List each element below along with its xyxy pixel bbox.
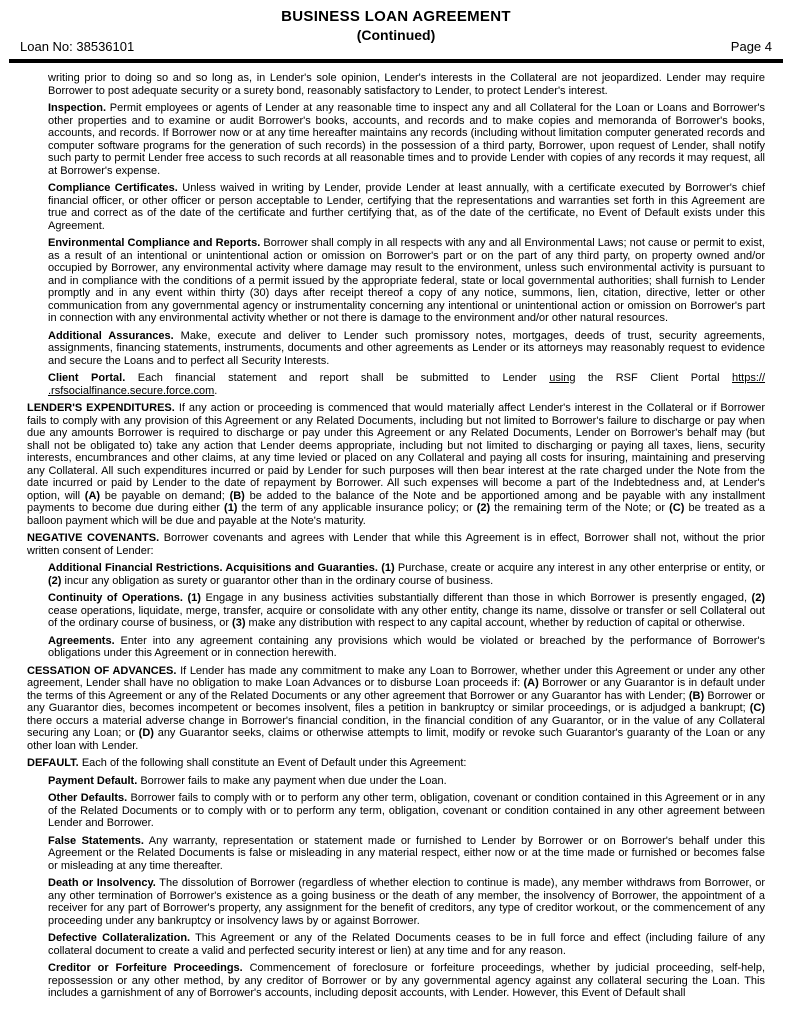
paragraph-heading: Client Portal. bbox=[48, 372, 126, 384]
bold-enumerator: (C) bbox=[749, 702, 765, 714]
paragraph-text: Enter into any agreement containing any provisions which would be violated or breached by the performance of Borrower's obligations under this Agreement or in connection herewith. bbox=[48, 634, 765, 659]
paragraph-text: be added to the balance of the Note and be apportioned among and be payable with any installment payments to become due during either bbox=[27, 489, 765, 514]
paragraph-heading: NEGATIVE COVENANTS. bbox=[27, 532, 160, 544]
bold-enumerator: (C) bbox=[669, 502, 685, 514]
paragraph-text: Commencement of foreclosure or forfeiture proceedings, whether by judicial proceeding, self-help, repossession or any other method, by any creditor of Borrower or by any governmental agency against any collateral securing the Loan. This includes a garnishment of any of Borrower's accounts, including deposit accounts, with Lender. However, this Event of Default shall bbox=[48, 962, 765, 999]
paragraph-text: Each of the following shall constitute an Event of Default under this Agreement: bbox=[81, 757, 467, 769]
paragraph-text: be treated as a balloon payment which will be due and payable at the Note's maturity. bbox=[27, 502, 765, 527]
paragraph bbox=[48, 592, 765, 630]
paragraph bbox=[48, 372, 765, 397]
paragraph bbox=[27, 402, 765, 527]
paragraph bbox=[48, 962, 765, 1000]
paragraph-text: Borrower fails to make any payment when due under the Loan. bbox=[140, 774, 447, 787]
bold-enumerator: (3) bbox=[232, 617, 246, 629]
bold-enumerator: (1) bbox=[381, 562, 395, 574]
paragraph-text: the term of any applicable insurance policy; or bbox=[237, 502, 477, 514]
paragraph-heading: LENDER'S EXPENDITURES. bbox=[27, 402, 175, 414]
paragraph-text: the remaining term of the Note; or bbox=[490, 502, 670, 514]
paragraph bbox=[48, 835, 765, 873]
paragraph bbox=[48, 932, 765, 957]
paragraph-heading: Additional Assurances. bbox=[48, 329, 174, 342]
paragraph-text: This Agreement or any of the Related Documents ceases to be in full force and effect (including failure of any collateral document to create a valid and perfected security interest or lien) at any time and for any reason. bbox=[48, 932, 765, 957]
bold-enumerator: (B) bbox=[229, 489, 245, 502]
bold-enumerator: (1) bbox=[187, 592, 201, 604]
paragraph-text: Borrower or any Guarantor is in default under the terms of this Agreement or any of the Related Documents or any other agreement that Borrower or any Guarantor has with Lender; bbox=[27, 677, 766, 702]
bold-enumerator: (D) bbox=[138, 727, 154, 739]
paragraph bbox=[27, 532, 765, 557]
paragraph-text: writing prior to doing so and so long as, in Lender's sole opinion, Lender's interests in the Collateral are not jeopardized. Lender may require Borrower to post adequate security or a surety bond, reasonably satisfactory to Lender, to protect Lender's interest. bbox=[48, 72, 765, 97]
paragraph bbox=[48, 877, 765, 927]
paragraph-text: make any distribution with respect to any capital account, whether by reduction of capital or otherwise. bbox=[245, 617, 746, 629]
paragraph-heading: Death or Insolvency. bbox=[48, 877, 156, 889]
paragraph-text: Purchase, create or acquire any interest in any other enterprise or entity, or bbox=[394, 562, 765, 574]
paragraph-heading: Environmental Compliance and Reports. bbox=[48, 237, 261, 249]
paragraph-text: . bbox=[214, 384, 218, 397]
page-header bbox=[0, 0, 792, 56]
header-divider bbox=[9, 59, 783, 63]
paragraph-text: the RSF Client Portal bbox=[575, 372, 732, 384]
document-subtitle: (Continued) bbox=[356, 27, 436, 43]
paragraph-text: be payable on demand; bbox=[100, 489, 230, 502]
paragraph-text: Any warranty, representation or statement made or furnished to Lender by Borrower or on Borrower's behalf under this Agreement or the Related Documents is false or misleading in any material respect, either now or at the time made or furnished or becomes false or misleading at any time thereafter. bbox=[48, 834, 765, 872]
paragraph-heading: CESSATION OF ADVANCES. bbox=[27, 664, 177, 677]
paragraph bbox=[48, 330, 765, 368]
paragraph-heading: DEFAULT. bbox=[27, 757, 79, 769]
paragraph-heading: Creditor or Forfeiture Proceedings. bbox=[48, 962, 243, 974]
underlined-text: .rsfsocialfinance.secure.force.com bbox=[48, 384, 215, 397]
paragraph-heading: Defective Collateralization. bbox=[48, 932, 191, 944]
loan-number: Loan No: 38536101 bbox=[20, 39, 135, 54]
paragraph-heading: Other Defaults. bbox=[48, 792, 128, 804]
paragraph-text: Borrower or any Guarantor dies, becomes incompetent or becomes insolvent, files a petition in bankruptcy or similar proceedings, or is adjudged a bankrupt; bbox=[27, 689, 765, 714]
paragraph-text: If any action or proceeding is commenced that would materially affect Lender's interest in the Collateral or if Borrower fails to comply with any provision of this Agreement or any Related Documents, including but not limited to Borrower's failure to discharge or pay when due any amounts Borrower is required to discharge or pay under this Agreement or any Related Documents, Lender on Borrower's behalf may (but shall not be obligated to) take any action that Lender deems appropriate, including but not limited to discharging or paying all taxes, liens, security interests, encumbrances and other claims, at any time levied or placed on any Collateral and paying all costs for insuring, maintaining and preserving any Collateral. All such expenditures incurred or paid by Lender for such purposes will then bear interest at the rate charged under the Note from the date incurred or paid by Lender to the date of repayment by Borrower. All such expenses will become a part of the Indebtedness and, at Lender's option, will bbox=[27, 402, 765, 502]
paragraph-heading: Continuity of Operations. bbox=[48, 592, 183, 604]
document-body bbox=[0, 72, 792, 1000]
bold-enumerator: (B) bbox=[688, 689, 705, 702]
paragraph-heading: Compliance Certificates. bbox=[48, 182, 178, 194]
paragraph-text: If Lender has made any commitment to make any Loan to Borrower, whether under this Agreement or under any other agreement, Lender shall have no obligation to make Loan Advances or to disburse Loan proceeds if: bbox=[27, 664, 765, 689]
bold-enumerator: (A) bbox=[523, 677, 539, 689]
paragraph-text: there occurs a material adverse change in Borrower's financial condition, in the financial condition of any Guarantor, or in the value of any Collateral securing any Loan; or bbox=[27, 714, 765, 739]
paragraph bbox=[48, 792, 765, 830]
paragraph-text: Borrower fails to comply with or to perform any other term, obligation, covenant or condition contained in this Agreement or in any of the Related Documents or to comply with or to perform any term, obligation, covenant or condition contained in any other agreement between Lender and Borrower. bbox=[48, 792, 765, 829]
paragraph-text: cease operations, liquidate, merge, transfer, acquire or consolidate with any other entity, change its name, dissolve or transfer or sell Collateral out of the ordinary course of business, or bbox=[48, 604, 765, 629]
paragraph-text: Permit employees or agents of Lender at any reasonable time to inspect any and all Collateral for the Loan or Loans and Borrower's other properties and to examine or audit Borrower's books, accounts, and records and to make copies and memoranda of Borrower's books, accounts, and records. If Borrower now or at any time hereafter maintains any records (including without limitation computer generated records and computer software programs for the generation of such records) in the possession of a third party, Borrower, upon request of Lender, shall notify such party to permit Lender free access to such records at all reasonable times and to provide Lender with copies of any records it may request, all at Borrower's expense. bbox=[48, 102, 765, 177]
underlined-text: using bbox=[549, 372, 576, 384]
paragraph bbox=[48, 562, 765, 587]
paragraph bbox=[48, 237, 765, 325]
page-number: Page 4 bbox=[730, 39, 772, 54]
paragraph-text: The dissolution of Borrower (regardless of whether election to continue is made), any member withdraws from Borrower, or any other termination of Borrower's existence as a going business or the death of any member, the insolvency of Borrower, the appointment of a receiver for any part of Borrower's property, any assignment for the benefit of creditors, any type of creditor workout, or the commencement of any proceeding under any bankruptcy or insolvency laws by or against Borrower. bbox=[48, 877, 765, 927]
paragraph bbox=[27, 757, 765, 770]
paragraph-text: Make, execute and deliver to Lender such promissory notes, mortgages, deeds of trust, security agreements, assignments, financing statements, instruments, documents and other agreements as Lender or its attorneys may reasonably request to evidence and secure the Loans and to perfect all Security Interests. bbox=[48, 329, 765, 367]
paragraph-heading: Inspection. bbox=[48, 102, 107, 114]
paragraph bbox=[48, 635, 765, 660]
paragraph bbox=[48, 72, 765, 97]
paragraph-text: Borrower shall comply in all respects with any and all Environmental Laws; not cause or permit to exist, as a result of an intentional or unintentional action or omission on Borrower's part or on the part of any third party, on property owned and/or occupied by Borrower, any environmental activity where damage may result to the environment, unless such environmental activity is pursuant to and in compliance with the conditions of a permit issued by the appropriate federal, state or local governmental authorities; shall furnish to Lender promptly and in any event within thirty (30) days after receipt thereof a copy of any notice, summons, lien, citation, directive, letter or other communication from any governmental agency or instrumentality concerning any intentional or unintentional action or omission on Borrower's part in connection with any environmental activity whether or not there is damage to the environment and/or other natural resources. bbox=[48, 237, 765, 324]
paragraph bbox=[27, 665, 765, 753]
paragraph-text: any Guarantor seeks, claims or otherwise attempts to limit, modify or revoke such Guarantor's guaranty of the Loan or any other loan with Lender. bbox=[27, 727, 765, 752]
paragraph-heading: False Statements. bbox=[48, 834, 144, 847]
paragraph-text: incur any obligation as surety or guarantor other than in the ordinary course of business. bbox=[61, 574, 494, 587]
underlined-text: https:// bbox=[731, 372, 766, 384]
bold-enumerator: (A) bbox=[84, 489, 101, 502]
paragraph-text: Unless waived in writing by Lender, provide Lender at least annually, with a certificate executed by Borrower's chief financial officer, or other officer or person acceptable to Lender, certifying that the representations and warranties set forth in this Agreement are true and correct as of the date of the certificate and further certifying that, as of the date of the certificate, no Event of Default exists under this Agreement. bbox=[48, 182, 765, 232]
paragraph-text: Engage in any business activities substantially different than those in which Borrower is presently engaged, bbox=[200, 592, 752, 604]
bold-enumerator: (1) bbox=[224, 502, 238, 514]
document-title: BUSINESS LOAN AGREEMENT bbox=[281, 8, 511, 25]
bold-enumerator: (2) bbox=[751, 592, 765, 604]
paragraph bbox=[48, 102, 765, 177]
paragraph-heading: Payment Default. bbox=[48, 774, 138, 787]
bold-enumerator: (2) bbox=[48, 574, 62, 587]
paragraph-heading: Agreements. bbox=[48, 634, 115, 647]
paragraph-text: Each financial statement and report shall be submitted to Lender bbox=[137, 372, 550, 384]
paragraph-heading: Additional Financial Restrictions. Acquisitions and Guaranties. bbox=[48, 562, 378, 574]
bold-enumerator: (2) bbox=[476, 502, 491, 514]
paragraph bbox=[48, 182, 765, 232]
paragraph bbox=[48, 775, 765, 788]
paragraph-text: Borrower covenants and agrees with Lender that while this Agreement is in effect, Borrower shall not, without the prior written consent of Lender: bbox=[27, 532, 765, 557]
